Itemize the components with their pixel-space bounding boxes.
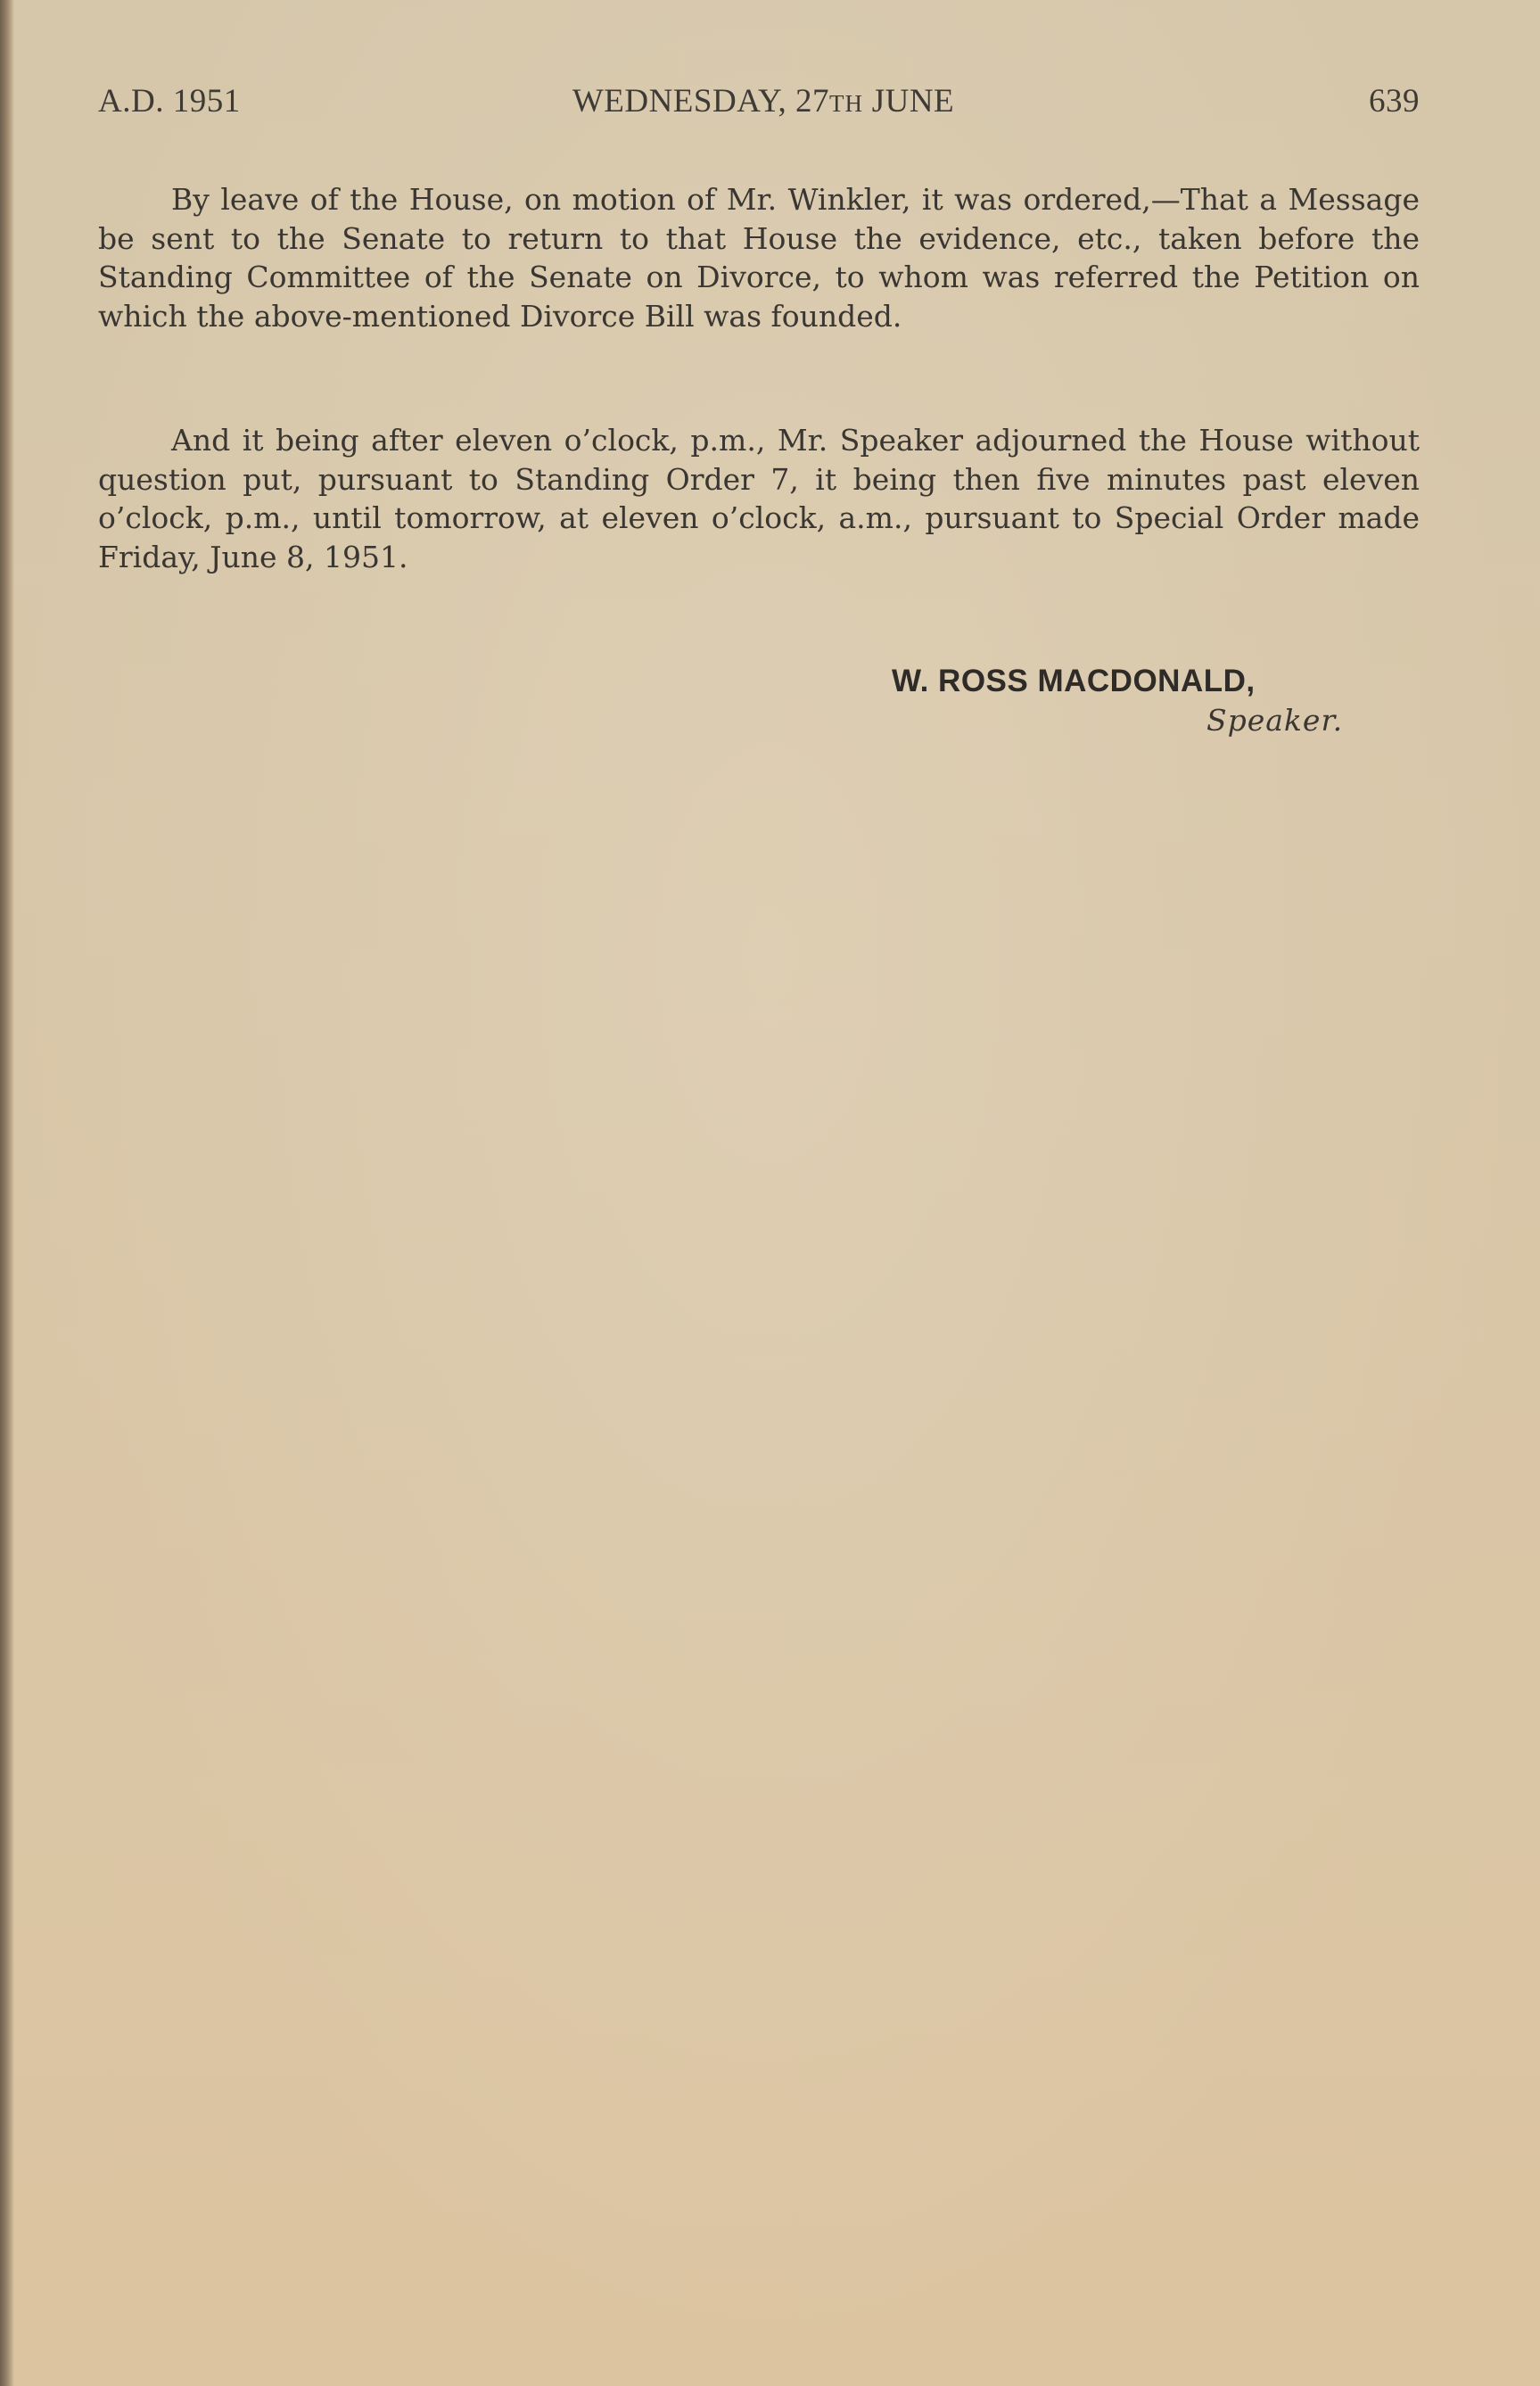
speaker-title: Speaker. bbox=[1206, 703, 1344, 738]
binding-edge bbox=[0, 0, 14, 2386]
header-date-month: JUNE bbox=[862, 83, 955, 120]
page-header bbox=[98, 82, 1420, 127]
header-year: A.D. 1951 bbox=[98, 83, 241, 120]
header-date bbox=[98, 82, 1420, 120]
speaker-signature-name: W. ROSS MACDONALD, bbox=[892, 664, 1256, 698]
header-date-ordinal: TH bbox=[828, 90, 863, 117]
paragraph-message-to-senate: By leave of the House, on motion of Mr. Winkler, it was ordered,—That a Message be sent to the Senate to return to that House the evidence, etc., taken before the Standing Committee of the Senate on Divorce, to whom was referred the Petition on which the above-mentioned Divorce Bill was founded. bbox=[98, 182, 1420, 334]
page-number: 639 bbox=[1369, 83, 1420, 120]
paragraph-adjournment: And it being after eleven o’clock, p.m., Mr. Speaker adjourned the House without question put, pursuant to Standing Order 7, it being then five minutes past eleven o’clock, p.m., until tomorrow, at eleven o’clock, a.m., pursuant to Special Order made Friday, June 8, 1951. bbox=[98, 423, 1420, 574]
header-date-prefix: WEDNESDAY, 27 bbox=[572, 83, 829, 120]
